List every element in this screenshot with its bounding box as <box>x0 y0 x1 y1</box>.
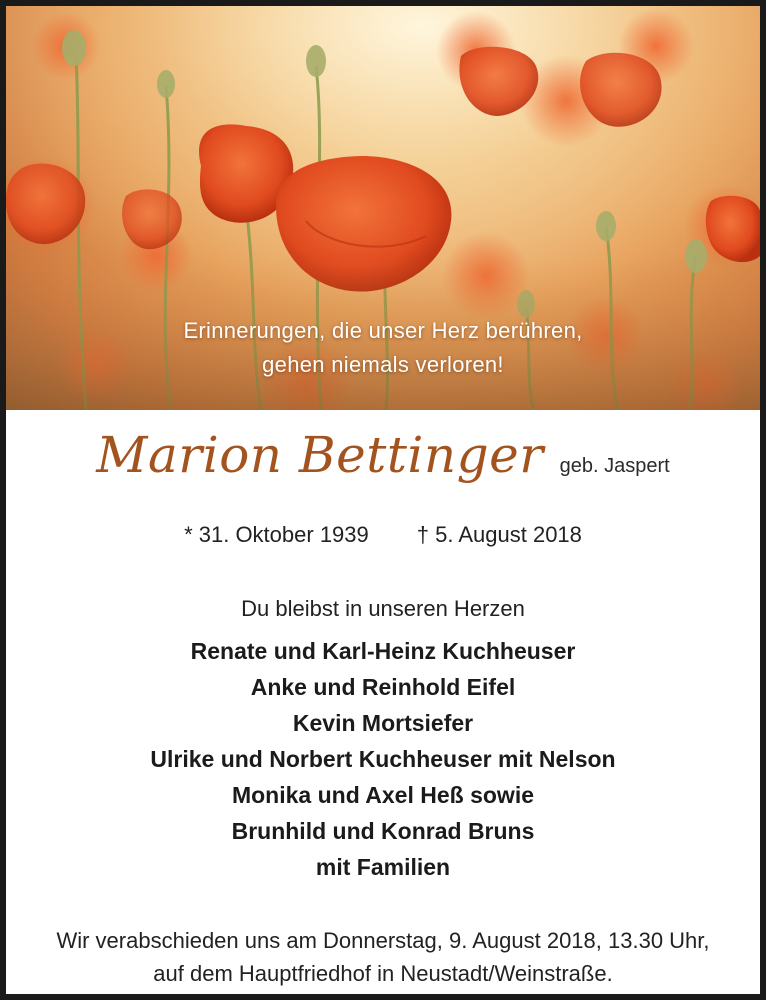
birth-name: geb. Jaspert <box>559 455 670 477</box>
mourner-line: Renate und Karl-Heinz Kuchheuser <box>190 638 576 664</box>
poppy-field-photo <box>6 6 760 410</box>
mourner-line: mit Familien <box>315 854 451 880</box>
poppy-illustration <box>6 6 760 410</box>
deceased-name-row <box>6 426 760 496</box>
funeral-info-line: Wir verabschieden uns am Donnerstag, 9. August 2018, 13.30 Uhr, <box>56 928 710 953</box>
mourner-line: Kevin Mortsiefer <box>292 710 474 736</box>
mourner-line: Anke und Reinhold Eifel <box>250 674 516 700</box>
life-dates <box>6 522 760 548</box>
birth-date: * 31. Oktober 1939 <box>184 522 369 547</box>
mourner-line: Brunhild und Konrad Bruns <box>231 818 535 844</box>
funeral-info-line: auf dem Hauptfriedhof in Neustadt/Weinstraße. <box>153 961 613 986</box>
mourner-line: Ulrike und Norbert Kuchheuser mit Nelson <box>150 746 616 772</box>
memorial-quote-line: gehen niemals verloren! <box>262 352 504 377</box>
mourner-line: Monika und Axel Heß sowie <box>231 782 535 808</box>
memorial-quote-line: Erinnerungen, die unser Herz berühren, <box>183 318 583 343</box>
dedication-text: Du bleibst in unseren Herzen <box>241 596 525 621</box>
death-date: † 5. August 2018 <box>416 522 582 547</box>
deceased-name: Marion Bettinger <box>96 426 544 484</box>
